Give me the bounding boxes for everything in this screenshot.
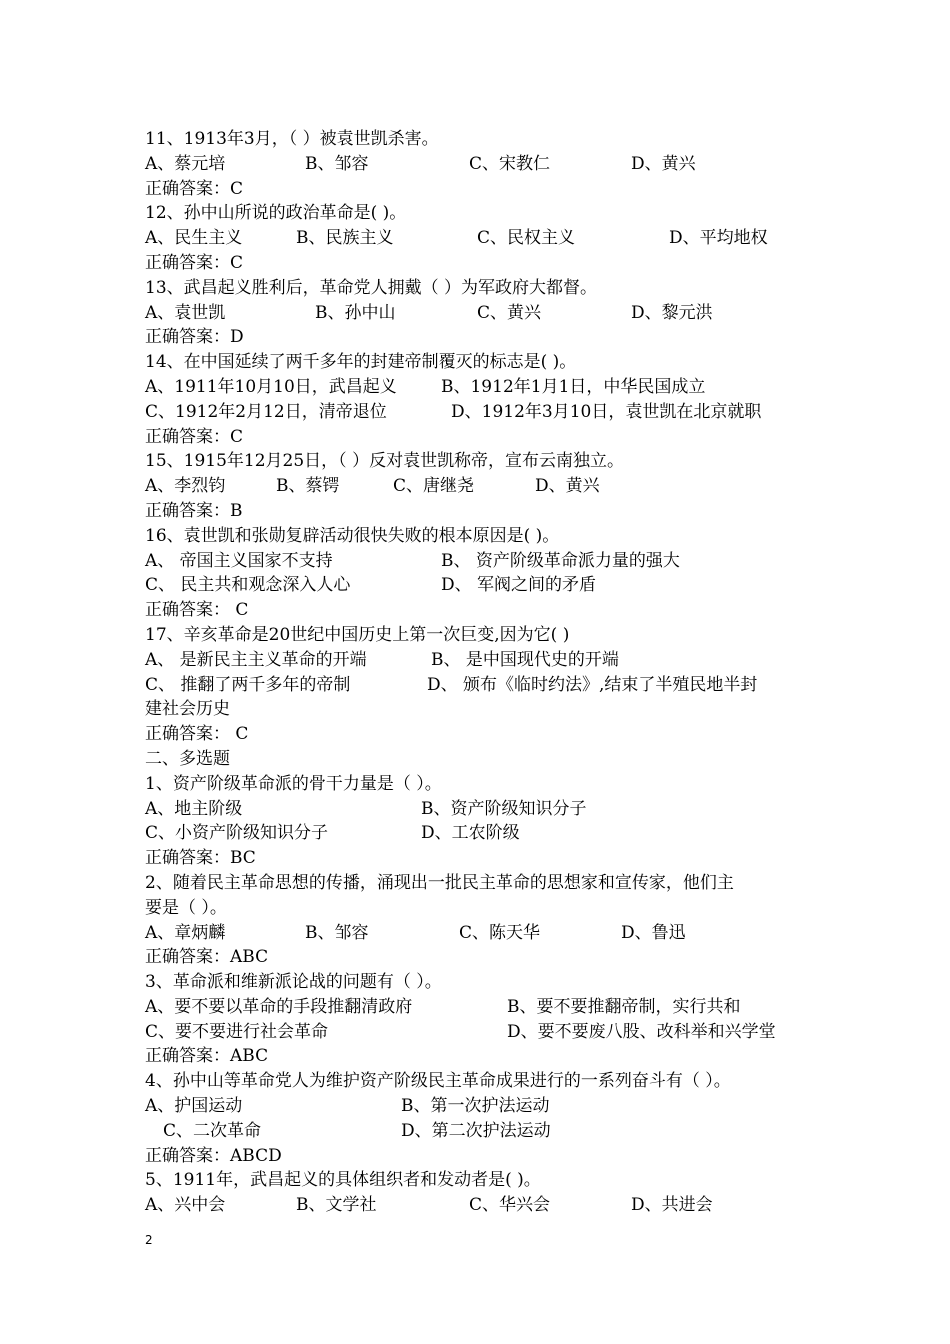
answer-text: 正确答案：BC — [145, 848, 256, 869]
options-row — [145, 797, 825, 822]
question-text: 5、1911年，武昌起义的具体组织者和发动者是( )。 — [145, 1170, 541, 1191]
options-row — [145, 921, 825, 946]
question-continuation: 要是（ ）。 — [145, 897, 227, 918]
option: A、兴中会 — [145, 1195, 226, 1216]
options-row — [145, 400, 825, 425]
answer-text: 正确答案：ABCD — [145, 1145, 282, 1166]
options-row — [145, 301, 825, 326]
options-row — [145, 1119, 825, 1144]
option: A、 是新民主主义革命的开端 — [145, 649, 367, 670]
option: C、宋教仁 — [469, 153, 551, 174]
answer-text: 正确答案： C — [145, 724, 249, 745]
option: D、要不要废八股、改科举和兴学堂 — [507, 1021, 776, 1042]
option: B、蔡锷 — [276, 476, 340, 497]
answer-text: 正确答案：C — [145, 178, 244, 199]
question-text: 1、资产阶级革命派的骨干力量是（ ）。 — [145, 773, 442, 794]
option: C、唐继尧 — [393, 476, 475, 497]
option: B、 是中国现代史的开端 — [431, 649, 619, 670]
option: D、黄兴 — [631, 153, 696, 174]
option: B、资产阶级知识分子 — [421, 798, 587, 819]
question-text: 4、孙中山等革命党人为维护资产阶级民主革命成果进行的一系列奋斗有（ ）。 — [145, 1071, 731, 1092]
option: A、地主阶级 — [145, 798, 243, 819]
option: A、蔡元培 — [145, 153, 226, 174]
option: D、鲁迅 — [621, 922, 686, 943]
option: A、民生主义 — [145, 228, 243, 249]
answer-text: 正确答案：ABC — [145, 1046, 269, 1067]
page-content — [145, 127, 825, 1218]
option: D、1912年3月10日，袁世凯在北京就职 — [451, 401, 762, 422]
option: D、平均地权 — [669, 228, 768, 249]
option: B、第一次护法运动 — [401, 1096, 550, 1117]
options-row — [145, 573, 825, 598]
option: B、民族主义 — [296, 228, 394, 249]
options-row — [145, 152, 825, 177]
answer-text: 正确答案： C — [145, 600, 249, 621]
options-row — [145, 1094, 825, 1119]
question-text: 13、武昌起义胜利后，革命党人拥戴（ ）为军政府大都督。 — [145, 277, 598, 298]
option: D、 颁布《临时约法》,结束了半殖民地半封 — [427, 674, 758, 695]
option: C、二次革命 — [163, 1120, 262, 1141]
options-row — [145, 648, 825, 673]
option: A、护国运动 — [145, 1096, 243, 1117]
answer-text: 正确答案：C — [145, 252, 244, 273]
option: D、黎元洪 — [631, 302, 713, 323]
option: A、要不要以革命的手段推翻清政府 — [145, 996, 413, 1017]
option: D、工农阶级 — [421, 823, 520, 844]
option: D、共进会 — [631, 1195, 713, 1216]
option: B、孙中山 — [315, 302, 396, 323]
options-row — [145, 673, 825, 698]
option: C、黄兴 — [477, 302, 542, 323]
option: A、袁世凯 — [145, 302, 226, 323]
question-text: 2、随着民主革命思想的传播，涌现出一批民主革命的思想家和宣传家，他们主 — [145, 872, 734, 893]
options-row — [145, 1020, 825, 1045]
option: B、邹容 — [305, 922, 369, 943]
answer-text: 正确答案：C — [145, 426, 244, 447]
options-row — [145, 474, 825, 499]
options-row — [145, 821, 825, 846]
option: B、文学社 — [296, 1195, 377, 1216]
option: C、华兴会 — [469, 1195, 551, 1216]
options-row — [145, 1193, 825, 1218]
question-text: 11、1913年3月，（ ）被袁世凯杀害。 — [145, 129, 439, 149]
question-text: 12、孙中山所说的政治革命是( )。 — [145, 203, 407, 224]
question-text: 17、辛亥革命是20世纪中国历史上第一次巨变,因为它( ) — [145, 624, 570, 645]
options-row — [145, 226, 825, 251]
option: C、民权主义 — [477, 228, 576, 249]
option: B、邹容 — [305, 153, 369, 174]
option: B、要不要推翻帝制，实行共和 — [507, 996, 741, 1017]
option: D、黄兴 — [535, 476, 600, 497]
answer-text: 正确答案：D — [145, 327, 244, 348]
option: C、 推翻了两千多年的帝制 — [145, 674, 351, 695]
option: A、1911年10月10日，武昌起义 — [145, 376, 397, 397]
answer-text: 正确答案：ABC — [145, 947, 269, 968]
question-continuation: 建社会历史 — [145, 699, 230, 720]
option: C、1912年2月12日，清帝退位 — [145, 401, 387, 422]
option: D、 军阀之间的矛盾 — [441, 575, 597, 596]
option: C、要不要进行社会革命 — [145, 1021, 329, 1042]
option: C、小资产阶级知识分子 — [145, 823, 329, 844]
option: B、 资产阶级革命派力量的强大 — [441, 550, 680, 571]
options-row — [145, 549, 825, 574]
question-text: 3、革命派和维新派论战的问题有（ ）。 — [145, 972, 442, 993]
options-row — [145, 375, 825, 400]
answer-text: 正确答案：B — [145, 500, 243, 521]
option: A、李烈钧 — [145, 476, 226, 497]
option: D、第二次护法运动 — [401, 1120, 551, 1141]
page-number: 2 — [145, 1233, 153, 1247]
option: A、 帝国主义国家不支持 — [145, 550, 333, 571]
question-text: 14、在中国延续了两千多年的封建帝制覆灭的标志是( )。 — [145, 352, 577, 373]
options-row — [145, 995, 825, 1020]
section-title: 二、多选题 — [145, 748, 230, 769]
option: B、1912年1月1日，中华民国成立 — [441, 376, 706, 397]
option: C、陈天华 — [459, 922, 541, 943]
question-text: 15、1915年12月25日，（ ）反对袁世凯称帝，宣布云南独立。 — [145, 451, 625, 472]
option: C、 民主共和观念深入人心 — [145, 575, 351, 596]
option: A、章炳麟 — [145, 922, 226, 943]
question-text: 16、袁世凯和张勋复辟活动很快失败的根本原因是( )。 — [145, 525, 560, 546]
